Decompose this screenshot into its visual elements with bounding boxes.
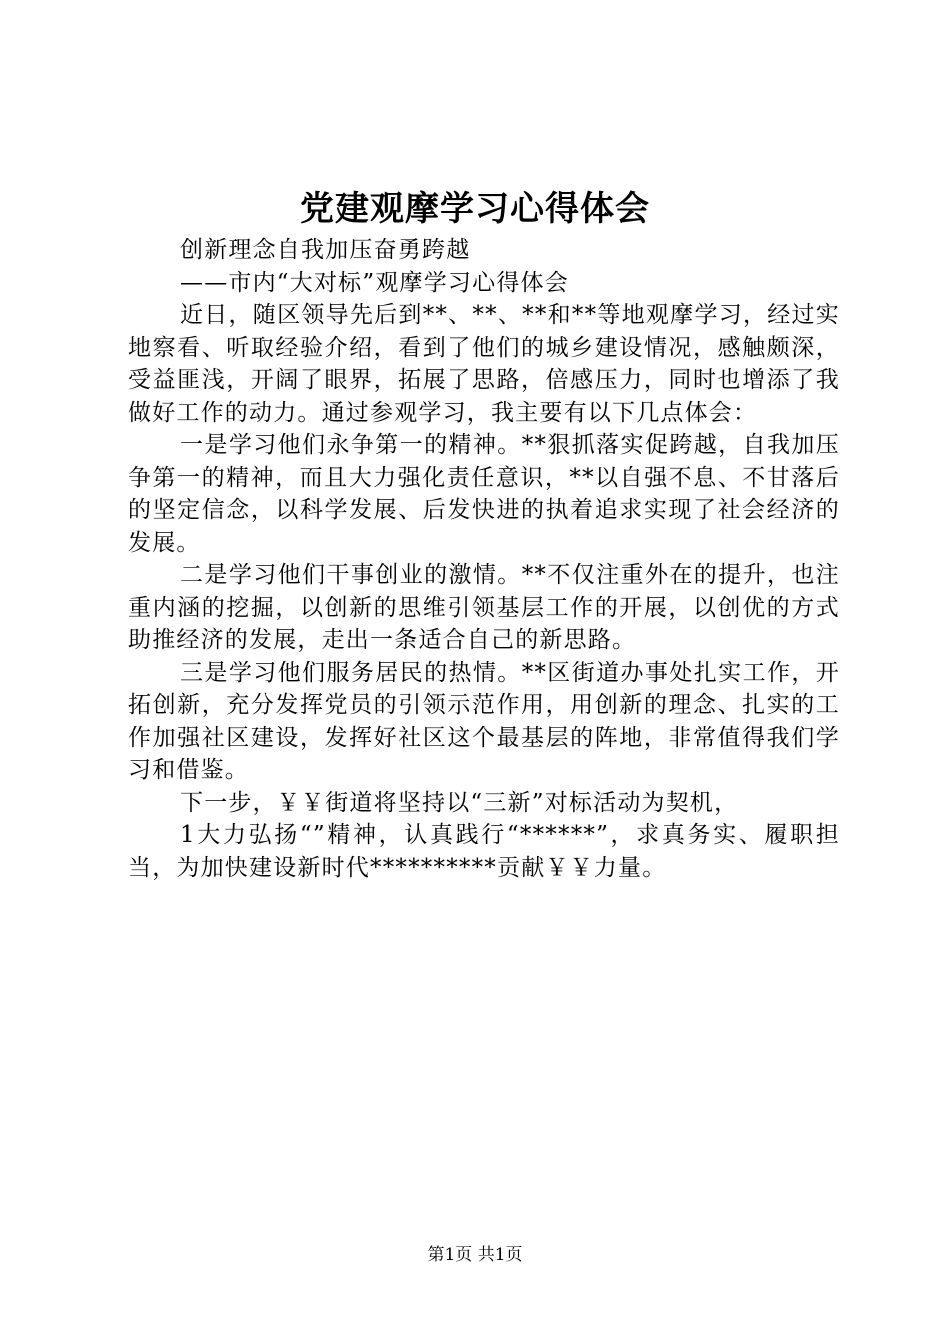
subtitle-line: 创新理念自我加压奋勇跨越	[180, 237, 471, 263]
body-paragraph: 1大力弘扬“”精神，认真践行“******”，求真务实、履职担当，为加快建设新时代**********贡献￥￥力量。	[128, 822, 840, 881]
document-title: 党建观摩学习心得体会	[300, 189, 650, 229]
subtitle-line: ——市内“大对标”观摩学习心得体会	[180, 269, 569, 296]
body-paragraph: 近日，随区领导先后到**、**、**和**等地观摩学习，经过实地察看、听取经验介绍，看到了他们的城乡建设情况，感触颇深，受益匪浅，开阔了眼界，拓展了思路，倍感压力，同时也增添了我做好工作的动力。通过参观学习，我主要有以下几点体会：	[128, 302, 840, 426]
body-paragraph: 一是学习他们永争第一的精神。**狠抓落实促跨越，自我加压争第一的精神，而且大力强化责任意识，**以自强不息、不甘落后的坚定信念，以科学发展、后发快进的执着追求实现了社会经济的发展。	[128, 432, 840, 556]
page-number-footer: 第1页 共1页	[427, 1245, 523, 1265]
body-paragraph: 下一步，￥￥街道将坚持以“三新”对标活动为契机，	[180, 789, 739, 816]
body-paragraph: 三是学习他们服务居民的热情。**区街道办事处扎实工作，开拓创新，充分发挥党员的引领示范作用，用创新的理念、扎实的工作加强社区建设，发挥好社区这个最基层的阵地，非常值得我们学习和借鉴。	[128, 659, 840, 783]
body-paragraph: 二是学习他们干事创业的激情。**不仅注重外在的提升，也注重内涵的挖掘，以创新的思维引领基层工作的开展，以创优的方式助推经济的发展，走出一条适合自己的新思路。	[128, 562, 840, 653]
document-body	[128, 234, 840, 884]
